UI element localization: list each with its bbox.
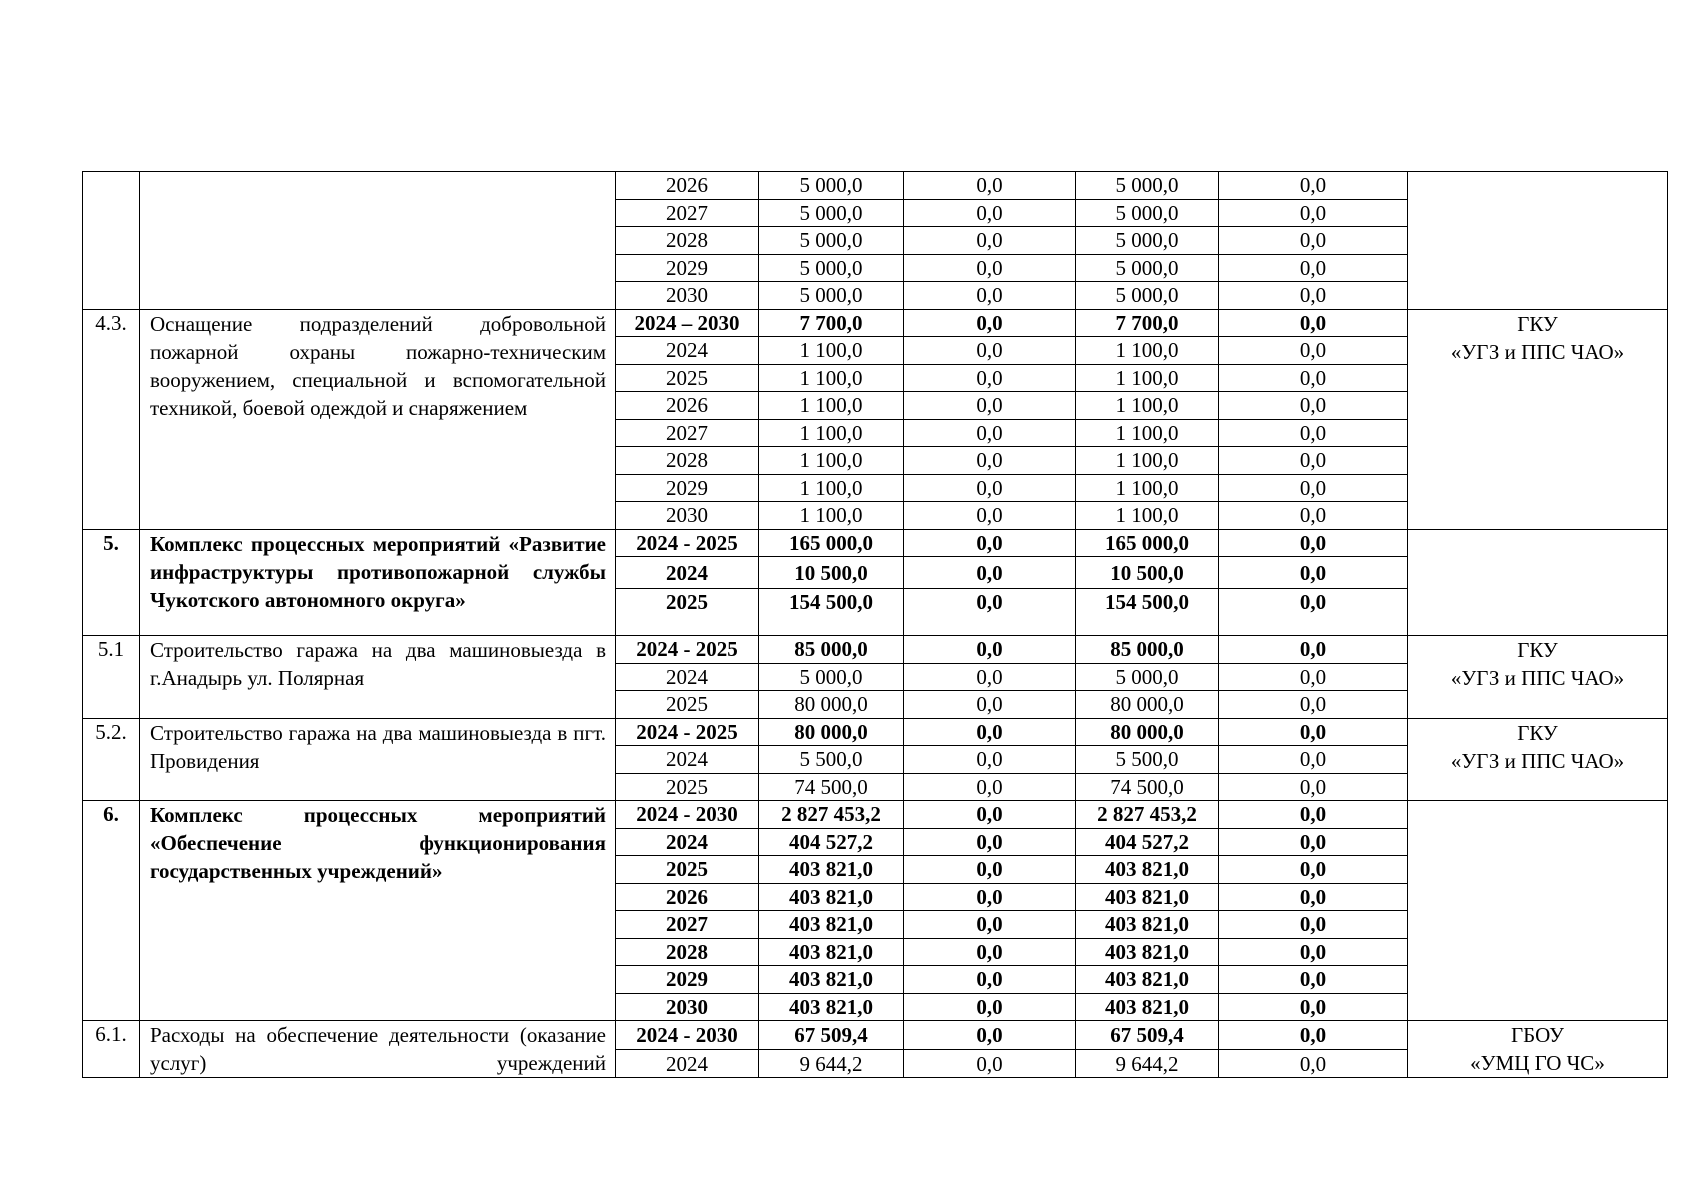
total-cell: 10 500,0 <box>759 557 904 589</box>
total-cell: 1 100,0 <box>759 419 904 447</box>
item-name: Комплекс процессных мероприятий «Обеспечение функционирования государственных учреждений» <box>140 801 616 1021</box>
year-cell: 2024 - 2025 <box>616 636 759 664</box>
other-cell: 0,0 <box>1219 474 1408 502</box>
regional-cell: 1 100,0 <box>1076 447 1219 475</box>
other-cell: 0,0 <box>1219 227 1408 255</box>
year-cell: 2027 <box>616 911 759 939</box>
federal-cell: 0,0 <box>904 1021 1076 1050</box>
year-cell: 2030 <box>616 993 759 1021</box>
responsible-cell <box>1408 529 1668 636</box>
regional-cell: 403 821,0 <box>1076 938 1219 966</box>
item-number: 4.3. <box>83 309 140 529</box>
other-cell: 0,0 <box>1219 993 1408 1021</box>
regional-cell: 1 100,0 <box>1076 392 1219 420</box>
other-cell: 0,0 <box>1219 529 1408 557</box>
total-cell: 5 000,0 <box>759 254 904 282</box>
regional-cell: 1 100,0 <box>1076 337 1219 365</box>
year-cell: 2026 <box>616 883 759 911</box>
regional-cell: 5 000,0 <box>1076 282 1219 310</box>
responsible-cell <box>1408 172 1668 310</box>
year-cell: 2024 - 2025 <box>616 529 759 557</box>
budget-table <box>82 171 1668 1078</box>
federal-cell: 0,0 <box>904 392 1076 420</box>
item-number: 5.1 <box>83 636 140 719</box>
other-cell: 0,0 <box>1219 773 1408 801</box>
item-name <box>140 172 616 310</box>
other-cell: 0,0 <box>1219 557 1408 589</box>
other-cell: 0,0 <box>1219 419 1408 447</box>
other-cell: 0,0 <box>1219 691 1408 719</box>
federal-cell: 0,0 <box>904 337 1076 365</box>
total-cell: 5 000,0 <box>759 199 904 227</box>
total-cell: 1 100,0 <box>759 447 904 475</box>
regional-cell: 403 821,0 <box>1076 883 1219 911</box>
other-cell: 0,0 <box>1219 447 1408 475</box>
year-cell: 2029 <box>616 474 759 502</box>
federal-cell: 0,0 <box>904 529 1076 557</box>
federal-cell: 0,0 <box>904 801 1076 829</box>
total-cell: 5 000,0 <box>759 282 904 310</box>
item-name: Строительство гаража на два машиновыезда в пгт. Провидения <box>140 718 616 801</box>
other-cell: 0,0 <box>1219 966 1408 994</box>
federal-cell: 0,0 <box>904 447 1076 475</box>
total-cell: 67 509,4 <box>759 1021 904 1050</box>
responsible-org-type: ГКУ <box>1517 720 1558 745</box>
total-cell: 154 500,0 <box>759 589 904 636</box>
total-cell: 1 100,0 <box>759 392 904 420</box>
regional-cell: 403 821,0 <box>1076 911 1219 939</box>
total-cell: 80 000,0 <box>759 691 904 719</box>
federal-cell: 0,0 <box>904 856 1076 884</box>
year-cell: 2028 <box>616 938 759 966</box>
other-cell: 0,0 <box>1219 1049 1408 1078</box>
total-cell: 85 000,0 <box>759 636 904 664</box>
federal-cell: 0,0 <box>904 589 1076 636</box>
year-cell: 2028 <box>616 227 759 255</box>
regional-cell: 80 000,0 <box>1076 718 1219 746</box>
year-cell: 2030 <box>616 502 759 530</box>
other-cell: 0,0 <box>1219 199 1408 227</box>
responsible-org-type: ГКУ <box>1517 311 1558 336</box>
total-cell: 403 821,0 <box>759 938 904 966</box>
item-name: Строительство гаража на два машиновыезда в г.Анадырь ул. Полярная <box>140 636 616 719</box>
responsible-cell <box>1408 1021 1668 1078</box>
year-cell: 2027 <box>616 199 759 227</box>
item-number <box>83 172 140 310</box>
year-cell: 2025 <box>616 589 759 636</box>
responsible-org-name: «УГЗ и ППС ЧАО» <box>1450 666 1625 690</box>
federal-cell: 0,0 <box>904 911 1076 939</box>
federal-cell: 0,0 <box>904 938 1076 966</box>
item-number: 5. <box>83 529 140 636</box>
table-row <box>83 718 1668 746</box>
regional-cell: 10 500,0 <box>1076 557 1219 589</box>
other-cell: 0,0 <box>1219 856 1408 884</box>
total-cell: 403 821,0 <box>759 966 904 994</box>
year-cell: 2027 <box>616 419 759 447</box>
other-cell: 0,0 <box>1219 254 1408 282</box>
regional-cell: 403 821,0 <box>1076 856 1219 884</box>
responsible-cell <box>1408 636 1668 719</box>
federal-cell: 0,0 <box>904 746 1076 774</box>
federal-cell: 0,0 <box>904 502 1076 530</box>
federal-cell: 0,0 <box>904 718 1076 746</box>
regional-cell: 1 100,0 <box>1076 474 1219 502</box>
total-cell: 1 100,0 <box>759 364 904 392</box>
federal-cell: 0,0 <box>904 254 1076 282</box>
item-number: 6.1. <box>83 1021 140 1078</box>
regional-cell: 403 821,0 <box>1076 966 1219 994</box>
other-cell: 0,0 <box>1219 502 1408 530</box>
year-cell: 2028 <box>616 447 759 475</box>
year-cell: 2025 <box>616 773 759 801</box>
total-cell: 9 644,2 <box>759 1049 904 1078</box>
year-cell: 2026 <box>616 172 759 200</box>
federal-cell: 0,0 <box>904 828 1076 856</box>
total-cell: 403 821,0 <box>759 911 904 939</box>
regional-cell: 1 100,0 <box>1076 364 1219 392</box>
other-cell: 0,0 <box>1219 746 1408 774</box>
year-cell: 2029 <box>616 966 759 994</box>
regional-cell: 403 821,0 <box>1076 993 1219 1021</box>
total-cell: 403 821,0 <box>759 993 904 1021</box>
responsible-org-name: «УГЗ и ППС ЧАО» <box>1450 748 1625 773</box>
federal-cell: 0,0 <box>904 691 1076 719</box>
other-cell: 0,0 <box>1219 938 1408 966</box>
year-cell: 2025 <box>616 364 759 392</box>
other-cell: 0,0 <box>1219 663 1408 691</box>
regional-cell: 9 644,2 <box>1076 1049 1219 1078</box>
regional-cell: 5 000,0 <box>1076 199 1219 227</box>
table-row <box>83 636 1668 664</box>
year-cell: 2030 <box>616 282 759 310</box>
table-row <box>83 801 1668 829</box>
year-cell: 2024 <box>616 337 759 365</box>
budget-sheet <box>82 171 1668 1078</box>
other-cell: 0,0 <box>1219 1021 1408 1050</box>
regional-cell: 7 700,0 <box>1076 309 1219 337</box>
responsible-cell <box>1408 801 1668 1021</box>
regional-cell: 1 100,0 <box>1076 502 1219 530</box>
year-cell: 2024 <box>616 746 759 774</box>
federal-cell: 0,0 <box>904 663 1076 691</box>
federal-cell: 0,0 <box>904 557 1076 589</box>
total-cell: 5 500,0 <box>759 746 904 774</box>
federal-cell: 0,0 <box>904 199 1076 227</box>
federal-cell: 0,0 <box>904 227 1076 255</box>
year-cell: 2024 <box>616 557 759 589</box>
total-cell: 1 100,0 <box>759 502 904 530</box>
item-name: Комплекс процессных мероприятий «Развитие инфраструктуры противопожарной службы Чукотского автономного округа» <box>140 529 616 636</box>
total-cell: 5 000,0 <box>759 663 904 691</box>
total-cell: 403 821,0 <box>759 883 904 911</box>
year-cell: 2024 – 2030 <box>616 309 759 337</box>
total-cell: 1 100,0 <box>759 474 904 502</box>
total-cell: 165 000,0 <box>759 529 904 557</box>
other-cell: 0,0 <box>1219 828 1408 856</box>
total-cell: 5 000,0 <box>759 227 904 255</box>
federal-cell: 0,0 <box>904 966 1076 994</box>
regional-cell: 85 000,0 <box>1076 636 1219 664</box>
other-cell: 0,0 <box>1219 282 1408 310</box>
federal-cell: 0,0 <box>904 172 1076 200</box>
regional-cell: 165 000,0 <box>1076 529 1219 557</box>
other-cell: 0,0 <box>1219 801 1408 829</box>
federal-cell: 0,0 <box>904 419 1076 447</box>
other-cell: 0,0 <box>1219 364 1408 392</box>
responsible-org-type: ГБОУ <box>1511 1023 1564 1047</box>
total-cell: 2 827 453,2 <box>759 801 904 829</box>
total-cell: 403 821,0 <box>759 856 904 884</box>
responsible-cell <box>1408 309 1668 529</box>
total-cell: 7 700,0 <box>759 309 904 337</box>
other-cell: 0,0 <box>1219 589 1408 636</box>
table-row <box>83 309 1668 337</box>
regional-cell: 74 500,0 <box>1076 773 1219 801</box>
regional-cell: 154 500,0 <box>1076 589 1219 636</box>
regional-cell: 67 509,4 <box>1076 1021 1219 1050</box>
other-cell: 0,0 <box>1219 392 1408 420</box>
federal-cell: 0,0 <box>904 282 1076 310</box>
federal-cell: 0,0 <box>904 474 1076 502</box>
regional-cell: 80 000,0 <box>1076 691 1219 719</box>
item-name: Оснащение подразделений добровольной пожарной охраны пожарно-техническим вооружением, специальной и вспомогательной техникой, боевой одеждой и снаряжением <box>140 309 616 529</box>
other-cell: 0,0 <box>1219 883 1408 911</box>
year-cell: 2029 <box>616 254 759 282</box>
year-cell: 2024 <box>616 828 759 856</box>
responsible-org-name: «УМЦ ГО ЧС» <box>1470 1051 1605 1075</box>
total-cell: 404 527,2 <box>759 828 904 856</box>
federal-cell: 0,0 <box>904 993 1076 1021</box>
total-cell: 74 500,0 <box>759 773 904 801</box>
responsible-org-type: ГКУ <box>1517 638 1558 662</box>
federal-cell: 0,0 <box>904 636 1076 664</box>
other-cell: 0,0 <box>1219 718 1408 746</box>
regional-cell: 5 000,0 <box>1076 172 1219 200</box>
year-cell: 2025 <box>616 691 759 719</box>
year-cell: 2024 <box>616 663 759 691</box>
other-cell: 0,0 <box>1219 337 1408 365</box>
item-name: Расходы на обеспечение деятельности (оказание услуг) учреждений <box>140 1021 616 1078</box>
responsible-cell <box>1408 718 1668 801</box>
regional-cell: 404 527,2 <box>1076 828 1219 856</box>
federal-cell: 0,0 <box>904 364 1076 392</box>
year-cell: 2026 <box>616 392 759 420</box>
total-cell: 80 000,0 <box>759 718 904 746</box>
total-cell: 5 000,0 <box>759 172 904 200</box>
year-cell: 2024 - 2030 <box>616 801 759 829</box>
other-cell: 0,0 <box>1219 172 1408 200</box>
table-row <box>83 172 1668 200</box>
year-cell: 2024 <box>616 1049 759 1078</box>
year-cell: 2024 - 2030 <box>616 1021 759 1050</box>
total-cell: 1 100,0 <box>759 337 904 365</box>
year-cell: 2025 <box>616 856 759 884</box>
other-cell: 0,0 <box>1219 309 1408 337</box>
federal-cell: 0,0 <box>904 883 1076 911</box>
year-cell: 2024 - 2025 <box>616 718 759 746</box>
table-row <box>83 529 1668 557</box>
responsible-org-name: «УГЗ и ППС ЧАО» <box>1450 339 1625 364</box>
regional-cell: 5 500,0 <box>1076 746 1219 774</box>
table-row <box>83 1021 1668 1050</box>
federal-cell: 0,0 <box>904 1049 1076 1078</box>
regional-cell: 2 827 453,2 <box>1076 801 1219 829</box>
item-number: 5.2. <box>83 718 140 801</box>
other-cell: 0,0 <box>1219 911 1408 939</box>
regional-cell: 5 000,0 <box>1076 663 1219 691</box>
regional-cell: 1 100,0 <box>1076 419 1219 447</box>
regional-cell: 5 000,0 <box>1076 227 1219 255</box>
item-number: 6. <box>83 801 140 1021</box>
regional-cell: 5 000,0 <box>1076 254 1219 282</box>
federal-cell: 0,0 <box>904 309 1076 337</box>
federal-cell: 0,0 <box>904 773 1076 801</box>
other-cell: 0,0 <box>1219 636 1408 664</box>
